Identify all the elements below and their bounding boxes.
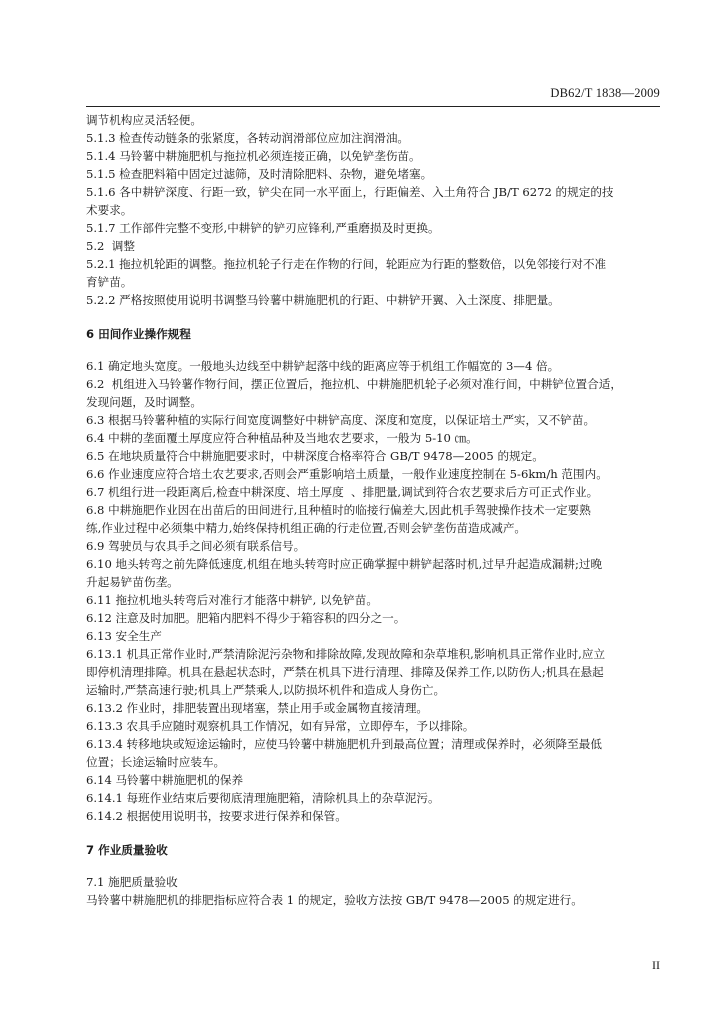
text-line: 5.1.7 工作部件完整不变形,中耕铲的铲刃应锋利,严重磨损及时更换。: [86, 221, 440, 235]
section-7-block: [86, 873, 660, 909]
text-line: 6.9 驾驶员与农具手之间必须有联系信号。: [86, 539, 306, 553]
text-line: 发现问题，及时调整。: [86, 395, 202, 409]
text-line: 5.1.5 检查肥料箱中固定过滤筛，及时清除肥料、杂物，避免堵塞。: [86, 167, 433, 181]
text-line: 5.2 调整: [86, 239, 135, 253]
text-line: 6.10 地头转弯之前先降低速度,机组在地头转弯时应正确掌握中耕铲起落时机,过早升起造成漏耕;过晚: [86, 557, 603, 571]
section-6-block: [86, 357, 660, 825]
standard-code: DB62/T 1838—2009: [550, 86, 660, 100]
text-line: 调节机构应灵活轻便。: [86, 113, 202, 127]
text-line: 6.13 安全生产: [86, 629, 162, 643]
text-line: 马铃薯中耕施肥机的排肥指标应符合表 1 的规定，验收方法按 GB/T 9478—2005 的规定进行。: [86, 893, 583, 907]
text-line: 位置；长途运输时应装车。: [86, 755, 226, 769]
text-line: 升起易铲苗伤垄。: [86, 575, 179, 589]
text-line: 6.7 机组行进一段距离后,检查中耕深度、培土厚度 、排肥量,调试到符合农艺要求后方可正式作业。: [86, 485, 599, 499]
text-line: 5.2.2 严格按照使用说明书调整马铃薯中耕施肥机的行距、中耕铲开翼、入土深度、排肥量。: [86, 293, 560, 307]
text-line: 6.14 马铃薯中耕施肥机的保养: [86, 773, 244, 787]
text-line: 6.2 机组进入马铃薯作物行间，摆正位置后，拖拉机、中耕施肥机轮子必须对准行间，中耕铲位置合适，: [86, 377, 622, 391]
text-line: 6.3 根据马铃薯种植的实际行间宽度调整好中耕铲高度、深度和宽度，以保证培土严实，又不铲苗。: [86, 413, 596, 427]
text-line: 6.14.2 根据使用说明书，按要求进行保养和保管。: [86, 809, 347, 823]
text-line: 6.14.1 每班作业结束后要彻底清理施肥箱，清除机具上的杂草泥污。: [86, 791, 440, 805]
text-line: 术要求。: [86, 203, 133, 217]
text-line: 5.2.1 拖拉机轮距的调整。拖拉机轮子行走在作物的行间，轮距应为行距的整数倍，以免邻接行对不准: [86, 257, 607, 271]
text-line: 6.5 在地块质量符合中耕施肥要求时，中耕深度合格率符合 GB/T 9478—2005 的规定。: [86, 449, 544, 463]
text-line: 6.13.3 农具手应随时观察机具工作情况，如有异常，立即停车，予以排除。: [86, 719, 475, 733]
text-line: 6.4 中耕的垄面覆土厚度应符合种植品种及当地农艺要求，一般为 5-10 ㎝。: [86, 431, 478, 445]
section-5-block: [86, 111, 660, 309]
text-line: 6.8 中耕施肥作业因在出苗后的田间进行,且种植时的临接行偏差大,因此机手驾驶操作技术一定要熟: [86, 503, 591, 517]
text-line: 即停机清理排障。机具在悬起状态时，严禁在机具下进行清理、排障及保养工作,以防伤人;机具在悬起: [86, 665, 604, 679]
text-line: 6.12 注意及时加肥。肥箱内肥料不得少于箱容积的四分之一。: [86, 611, 406, 625]
text-line: 运输时,严禁高速行驶;机具上严禁乘人,以防损坏机件和造成人身伤亡。: [86, 683, 446, 697]
document-body: [86, 111, 660, 909]
text-line: 6.6 作业速度应符合培土农艺要求,否则会严重影响培土质量，一般作业速度控制在 5-6km/h 范围内。: [86, 467, 608, 481]
text-line: 5.1.4 马铃薯中耕施肥机与拖拉机必须连接正确，以免铲垄伤苗。: [86, 149, 421, 163]
text-line: 5.1.3 检查传动链条的张紧度，各转动润滑部位应加注润滑油。: [86, 131, 410, 145]
page-number: II: [652, 958, 660, 972]
text-line: 6.13.2 作业时，排肥装置出现堵塞，禁止用手或金属物直接清理。: [86, 701, 429, 715]
text-line: 5.1.6 各中耕铲深度、行距一致，铲尖在同一水平面上，行距偏差、入土角符合 JB/T 6272 的规定的技: [86, 185, 614, 199]
section-7-heading: 7 作业质量验收: [86, 843, 168, 857]
header-rule: [86, 106, 660, 107]
text-line: 6.13.1 机具正常作业时,严禁清除泥污杂物和排除故障,发现故障和杂草堆积,影响机具正常作业时,应立: [86, 647, 606, 661]
text-line: 6.13.4 转移地块或短途运输时，应使马铃薯中耕施肥机升到最高位置；清理或保养时，必须降至最低: [86, 737, 602, 751]
text-line: 7.1 施肥质量验收: [86, 875, 178, 889]
text-line: 育铲苗。: [86, 275, 133, 289]
text-line: 练,作业过程中必须集中精力,始终保持机组正确的行走位置,否则会铲垄伤苗造成减产。: [86, 521, 527, 535]
text-line: 6.1 确定地头宽度。一般地头边线至中耕铲起落中线的距离应等于机组工作幅宽的 3—4 倍。: [86, 359, 560, 373]
text-line: 6.11 拖拉机地头转弯后对准行才能落中耕铲, 以免铲苗。: [86, 593, 378, 607]
section-6-heading: 6 田间作业操作规程: [86, 327, 191, 341]
